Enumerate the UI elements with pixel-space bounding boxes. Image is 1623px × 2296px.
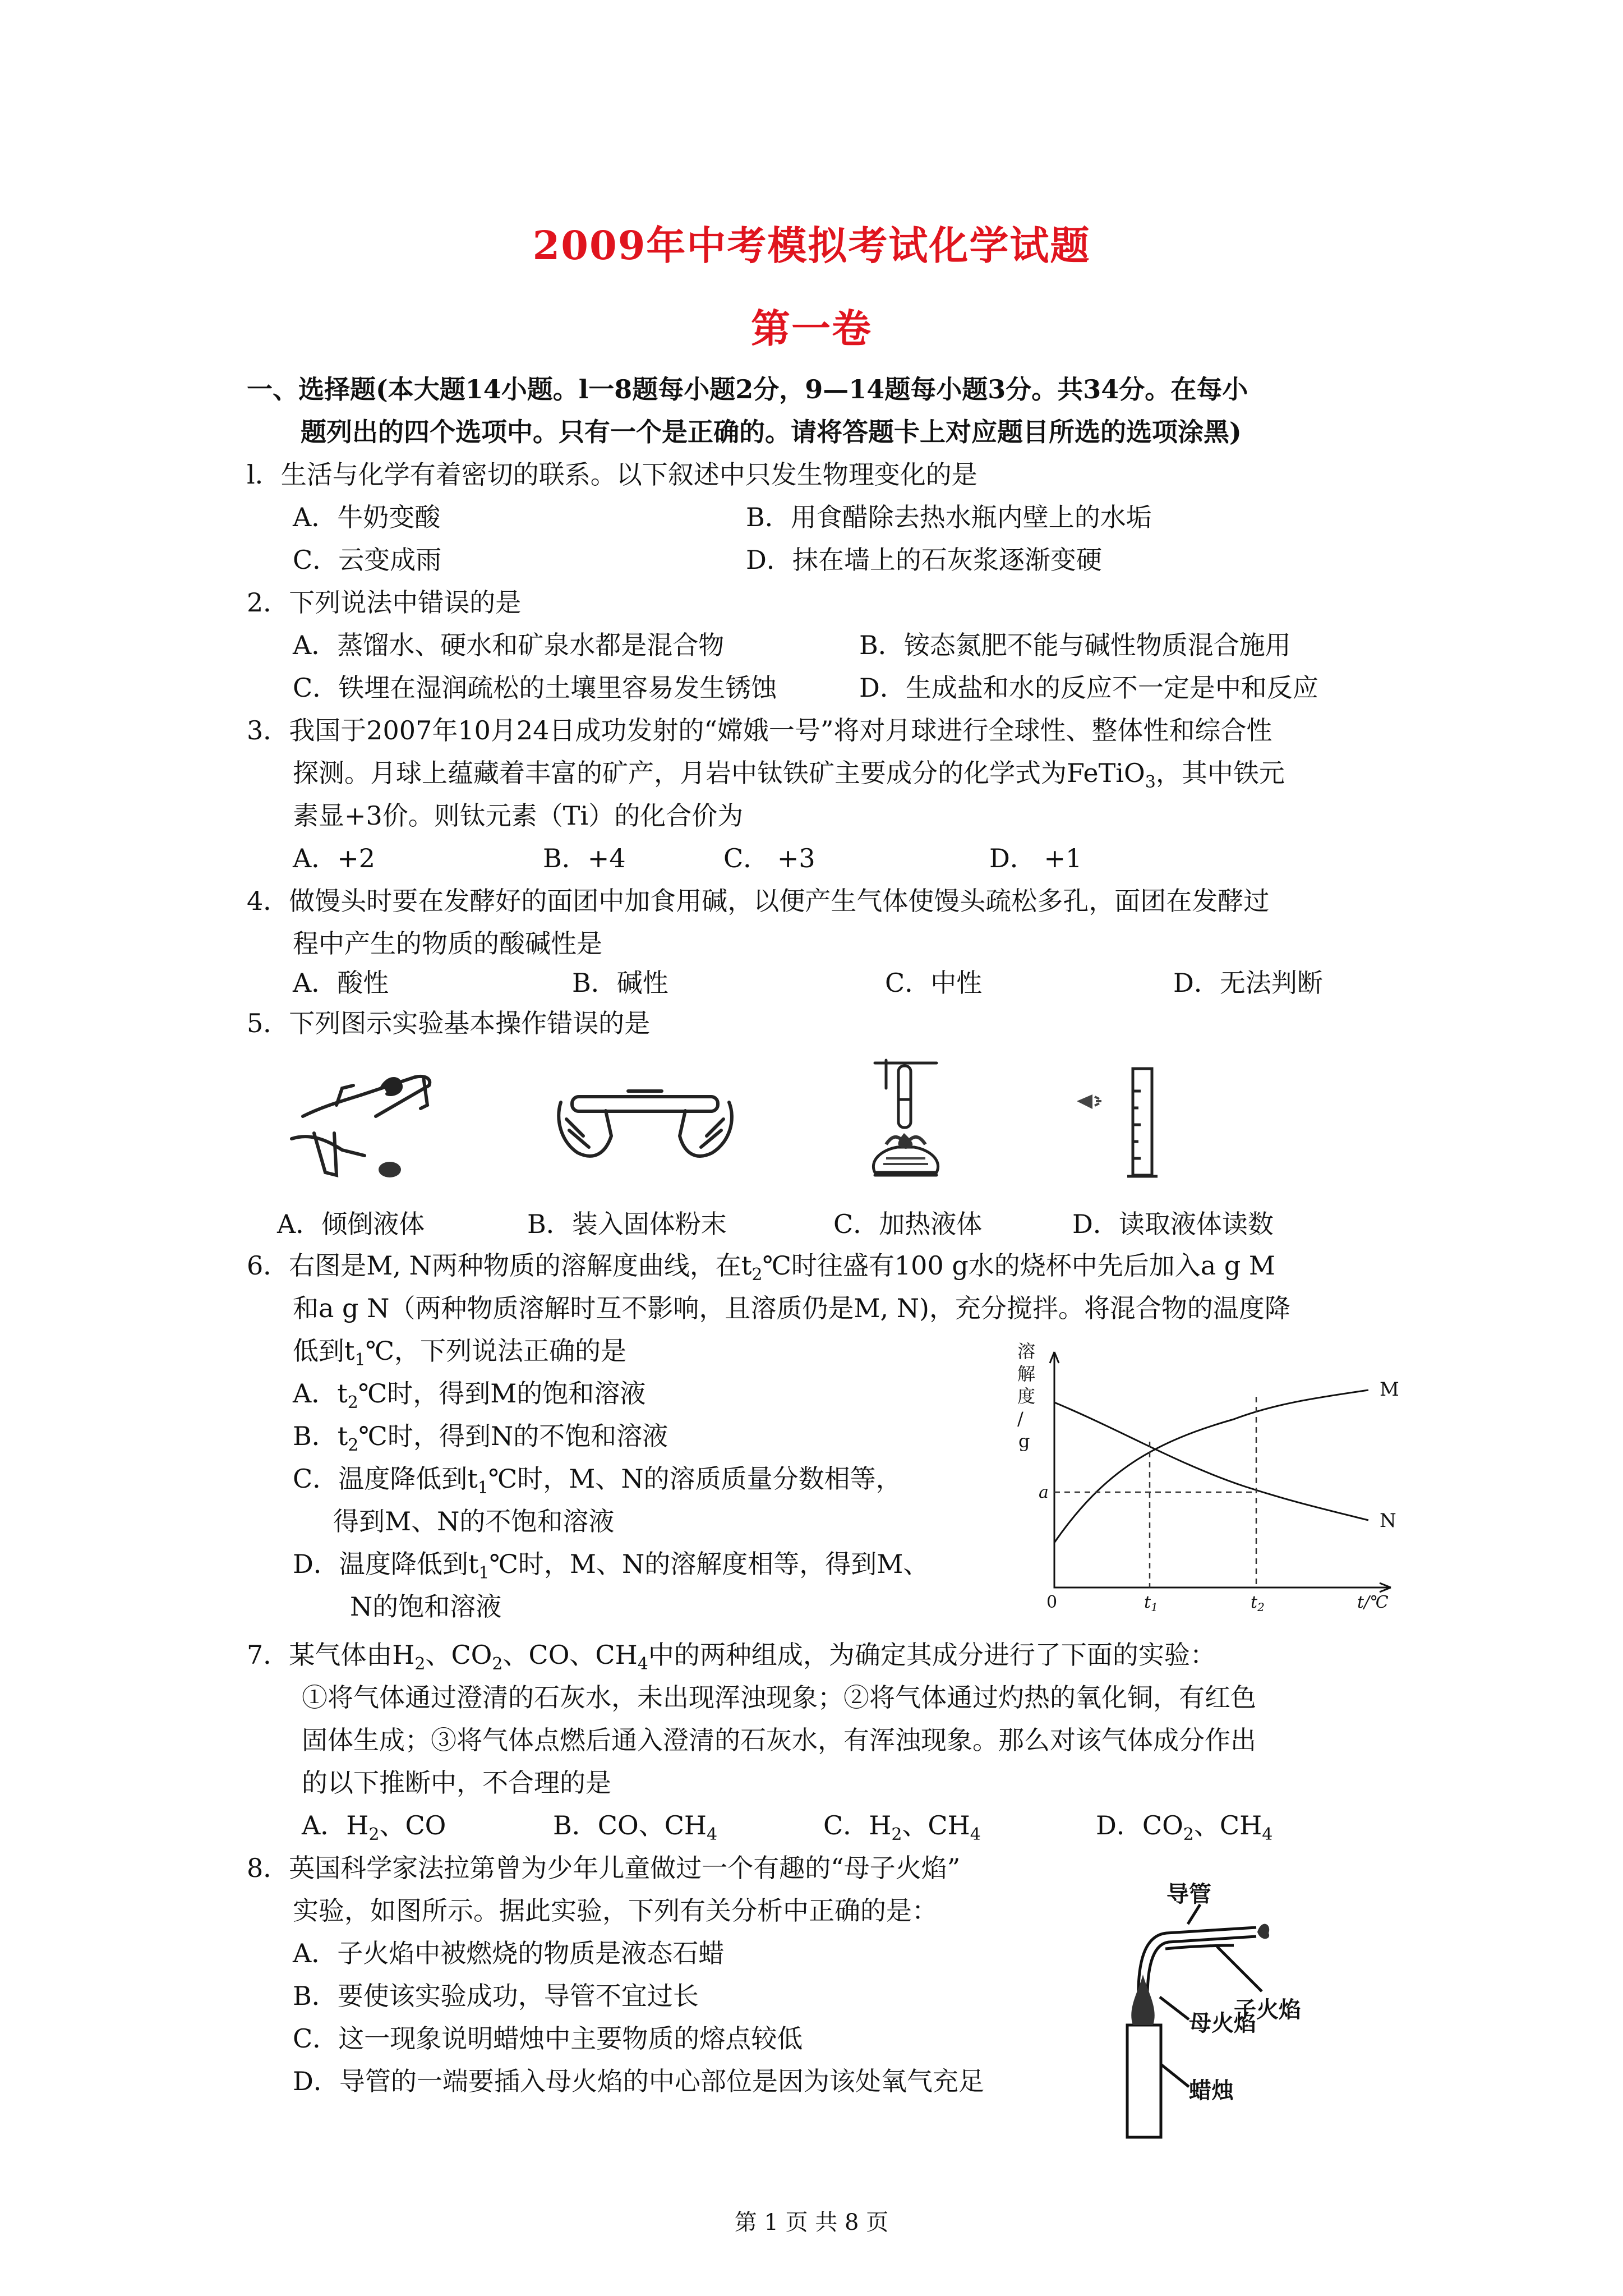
x-axis-label: t/℃: [1357, 1593, 1389, 1612]
q4-option-a: A．酸性: [293, 968, 389, 998]
q3-option-a: A．+2: [293, 843, 376, 873]
q1-option-c: C．云变成雨: [293, 545, 442, 575]
q4-line2: 程中产生的物质的酸碱性是: [293, 928, 602, 959]
child-flame: [1257, 1924, 1269, 1939]
q3-option-b: B．+4: [543, 843, 626, 873]
q8-line1: 8．英国科学家法拉第曾为少年儿童做过一个有趣的“母子火焰”: [247, 1853, 961, 1883]
q5-option-c: C．加热液体: [833, 1209, 983, 1239]
q3-line3: 素显+3价。则钛元素（Ti）的化合价为: [293, 800, 744, 831]
candle-label: 蜡烛: [1189, 2078, 1234, 2104]
q7-line1: 7．某气体由$H_2$、$CO_2$、CO、$CH_4$中的两种组成，为确定其成分进行了下面的实验：: [247, 1640, 1216, 1674]
t2-label: $t_2$: [1251, 1593, 1265, 1614]
q8-option-b: B．要使该实验成功，导管不宜过长: [293, 1981, 699, 2011]
q4-option-b: B．碱性: [572, 968, 668, 998]
q6-line1: 6．右图是M, N两种物质的溶解度曲线，在$t_2℃$时往盛有100 g水的烧杯中先后加入a g M: [247, 1250, 1275, 1285]
q3-line2: 探测。月球上蕴藏着丰富的矿产，月岩中钛铁矿主要成分的化学式为FeTiO$_3$，其中铁元: [293, 758, 1285, 792]
q3-option-d: D． +1: [989, 843, 1082, 873]
q6-option-d: D．温度降低到$t_1℃$时，M、N的溶解度相等，得到M、: [293, 1549, 929, 1583]
q7-option-d: D．$CO_2$、$CH_4$: [1096, 1810, 1273, 1844]
tube-label: 导管: [1166, 1881, 1211, 1907]
q5-option-d: D．读取液体读数: [1072, 1209, 1274, 1239]
mother-flame: [1131, 1975, 1154, 2025]
q5-stem: 5．下列图示实验基本操作错误的是: [247, 1008, 651, 1038]
q6-line2: 和a g N（两种物质溶解时互不影响，且溶质仍是M, N)，充分搅拌。将混合物的温度降: [293, 1293, 1290, 1323]
series-label-n: N: [1380, 1510, 1396, 1532]
q1-option-b: B．用食醋除去热水瓶内壁上的水垢: [746, 502, 1152, 532]
y-label-char: ∕: [1017, 1408, 1023, 1429]
curve-n: [1054, 1402, 1368, 1520]
q6-line3: 低到$t_1℃$，下列说法正确的是: [293, 1336, 627, 1370]
q3-line1: 3．我国于2007年10月24日成功发射的“嫦娥一号”将对月球进行全球性、整体性和综合性: [247, 715, 1272, 746]
q2-option-d: D．生成盐和水的反应不一定是中和反应: [859, 673, 1318, 703]
q2-option-c: C．铁埋在湿润疏松的土壤里容易发生锈蚀: [293, 673, 777, 703]
series-label-m: M: [1380, 1378, 1399, 1401]
q4-option-c: C．中性: [885, 968, 983, 998]
q1-option-d: D．抹在墙上的石灰浆逐渐变硬: [746, 545, 1102, 575]
chart-axes: [1054, 1352, 1391, 1588]
q5-option-a: A．倾倒液体: [277, 1209, 425, 1239]
heat-liquid-figure: [864, 1049, 948, 1195]
solubility-curve-figure: [1009, 1335, 1413, 1627]
pour-liquid-figure: [280, 1055, 460, 1189]
y-label-char: 溶: [1017, 1341, 1036, 1362]
q6-option-d-cont: N的饱和溶液: [350, 1591, 502, 1622]
q8-option-c: C．这一现象说明蜡烛中主要物质的熔点较低: [293, 2023, 803, 2054]
q6-option-b: B．$t_2℃$时，得到N的不饱和溶液: [293, 1421, 668, 1455]
t1-label: $t_1$: [1144, 1593, 1158, 1614]
powder-tube-figure: [550, 1069, 740, 1181]
q2-option-b: B．铵态氮肥不能与碱性物质混合施用: [859, 630, 1291, 660]
q7-option-b: B．CO、$CH_4$: [553, 1810, 718, 1844]
q6-option-a: A．$t_2℃$时，得到M的饱和溶液: [293, 1378, 646, 1412]
q8-line2: 实验，如图所示。据此实验，下列有关分析中正确的是：: [293, 1895, 938, 1926]
page-title: 2009年中考模拟考试化学试题: [532, 222, 1091, 269]
q8-option-d: D．导管的一端要插入母火焰的中心部位是因为该处氧气充足: [293, 2066, 984, 2096]
q7-line3: 固体生成；③将气体点燃后通入澄清的石灰水，有浑浊现象。那么对该气体成分作出: [302, 1725, 1256, 1755]
section-heading-line1: 一、选择题(本大题14小题。l一8题每小题2分，9—14题每小题3分。共34分。在每小: [247, 374, 1248, 404]
y-label-char: g: [1018, 1430, 1030, 1452]
a-label: a: [1039, 1483, 1049, 1502]
q4-line1: 4．做馒头时要在发酵好的面团中加食用碱，以便产生气体使馒头疏松多孔，面团在发酵过: [247, 886, 1270, 916]
curve-m: [1054, 1390, 1368, 1543]
q7-option-c: C．$H_2$、$CH_4$: [823, 1810, 981, 1844]
section-heading-line2: 题列出的四个选项中。只有一个是正确的。请将答题卡上对应题目所选的选项涂黑): [301, 417, 1242, 447]
q6-option-c-cont: 得到M、N的不饱和溶液: [333, 1506, 615, 1536]
q5-option-b: B．装入固体粉末: [527, 1209, 727, 1239]
q4-option-d: D．无法判断: [1173, 968, 1323, 998]
q1-stem: l．生活与化学有着密切的联系。以下叙述中只发生物理变化的是: [247, 459, 978, 490]
q8-option-a: A．子火焰中被燃烧的物质是液态石蜡: [293, 1938, 725, 1968]
mother-child-flame-figure: [1094, 1879, 1374, 2143]
child-flame-label: 子火焰: [1234, 1997, 1301, 2023]
page-number: 第 1 页 共 8 页: [734, 2210, 889, 2235]
candle-body: [1127, 2025, 1161, 2137]
mother-flame-label: 母火焰: [1189, 2010, 1256, 2036]
q1-option-a: A．牛奶变酸: [293, 502, 441, 532]
q7-line4: 的以下推断中，不合理的是: [302, 1768, 611, 1798]
volume-title: 第一卷: [751, 305, 872, 352]
y-label-char: 解: [1017, 1363, 1036, 1384]
q2-option-a: A．蒸馏水、硬水和矿泉水都是混合物: [293, 630, 725, 660]
q2-stem: 2．下列说法中错误的是: [247, 587, 522, 618]
q7-line2: ①将气体通过澄清的石灰水，未出现浑浊现象；②将气体通过灼热的氧化铜，有红色: [302, 1682, 1256, 1713]
read-volume-figure: [1066, 1057, 1178, 1186]
q6-option-c: C．温度降低到$t_1℃$时，M、N的溶质质量分数相等，: [293, 1464, 902, 1498]
origin-label: 0: [1046, 1593, 1058, 1612]
q3-option-c: C． +3: [723, 843, 815, 873]
q7-option-a: A．$H_2$、CO: [302, 1810, 446, 1844]
y-label-char: 度: [1017, 1386, 1036, 1407]
